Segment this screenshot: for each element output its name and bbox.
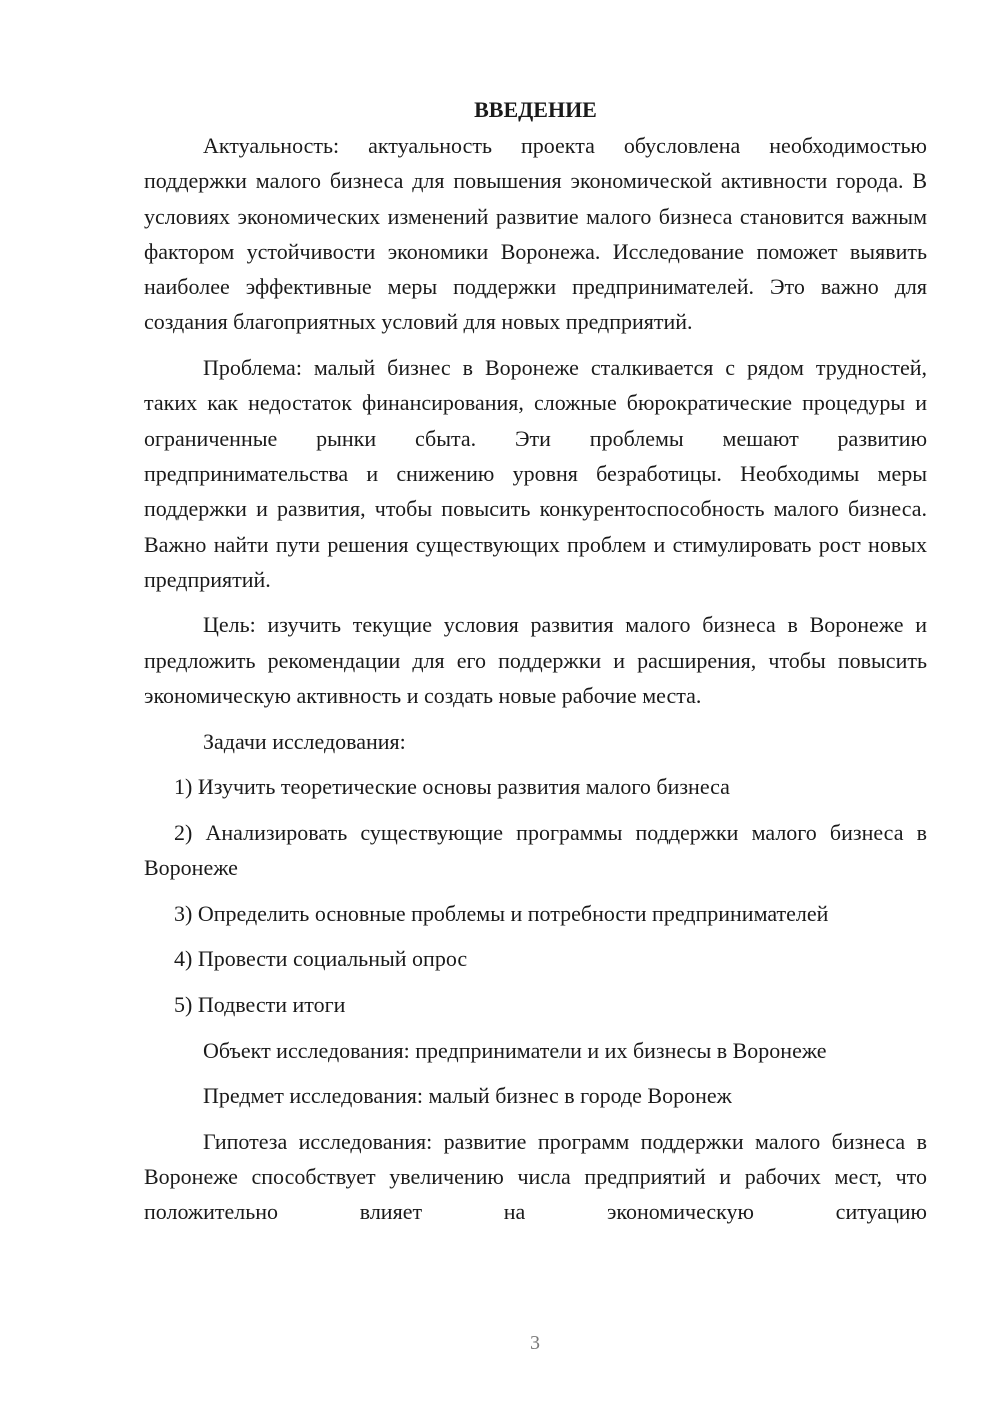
paragraph-relevance: Актуальность: актуальность проекта обусловлена необходимостью поддержки малого бизнеса для повышения экономической активности города. В условиях экономических изменений развитие малого бизнеса становится важным фактором устойчивости экономики Воронежа. Исследование поможет выявить наиболее эффективные меры поддержки предпринимателей. Это важно для создания благоприятных условий для новых предприятий. xyxy=(144,133,927,335)
tasks-title: Задачи исследования: xyxy=(203,728,406,754)
page-number: 3 xyxy=(530,1332,540,1354)
paragraph-goal: Цель: изучить текущие условия развития малого бизнеса в Воронеже и предложить рекомендации для его поддержки и расширения, чтобы повысить экономическую активность и создать новые рабочие места. xyxy=(144,612,927,709)
task-item-4: 4) Провести социальный опрос xyxy=(174,946,468,972)
section-heading: ВВЕДЕНИЕ xyxy=(474,97,597,122)
paragraph-hypothesis: Гипотеза исследования: развитие программ поддержки малого бизнеса в Воронеже способствует увеличению числа предприятий и рабочих мест, что положительно влияет на экономическую ситуацию xyxy=(144,1128,927,1225)
paragraph-object: Объект исследования: предприниматели и их бизнесы в Воронеже xyxy=(203,1037,827,1063)
paragraph-subject: Предмет исследования: малый бизнес в городе Воронеж xyxy=(203,1083,732,1109)
task-item-3: 3) Определить основные проблемы и потребности предпринимателей xyxy=(174,900,829,926)
task-item-2: 2) Анализировать существующие программы поддержки малого бизнеса в Воронеже xyxy=(144,819,927,881)
task-item-1: 1) Изучить теоретические основы развития малого бизнеса xyxy=(174,774,730,800)
task-item-5: 5) Подвести итоги xyxy=(174,991,346,1017)
paragraph-problem: Проблема: малый бизнес в Воронеже сталкивается с рядом трудностей, таких как недостаток финансирования, сложные бюрократические процедуры и ограниченные рынки сбыта. Эти проблемы мешают развитию предпринимательства и снижению уровня безработицы. Необходимы меры поддержки и развития, чтобы повысить конкурентоспособность малого бизнеса. Важно найти пути решения существующих проблем и стимулировать рост новых предприятий. xyxy=(144,355,927,592)
page-content xyxy=(144,92,927,1230)
